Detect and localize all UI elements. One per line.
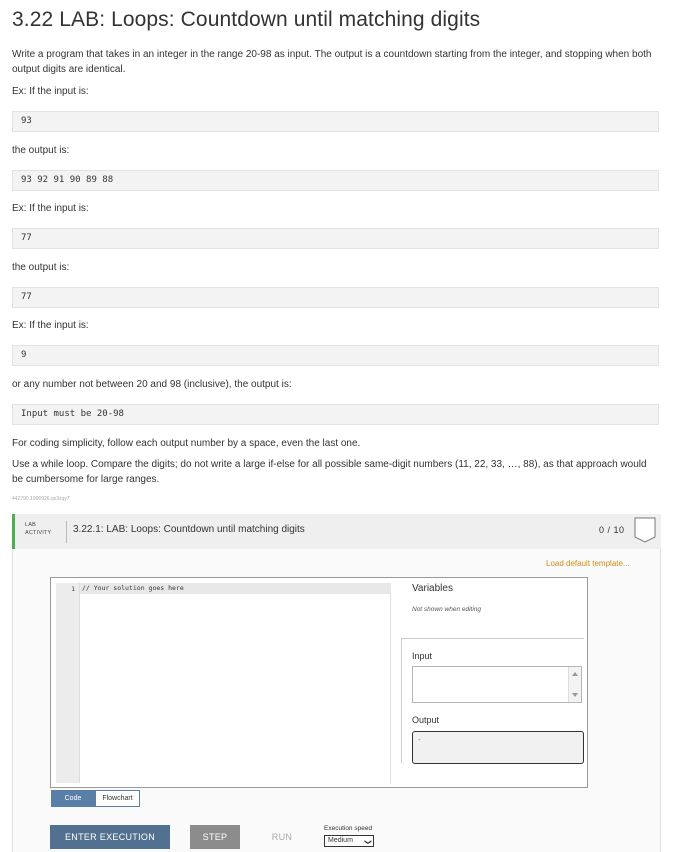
scroll-down-icon[interactable] (572, 693, 578, 697)
example-2-output: 77 (12, 287, 659, 308)
activity-header (12, 514, 661, 549)
example-3-output: Input must be 20-98 (12, 404, 659, 425)
step-button[interactable]: STEP (190, 825, 240, 849)
side-panel (401, 578, 587, 787)
lab-activity-tag: LAB ACTIVITY (25, 522, 52, 536)
execution-speed-select[interactable]: Medium ❯ (324, 835, 374, 847)
variables-hint: Not shown when editing (412, 606, 482, 613)
scroll-up-icon[interactable] (572, 672, 578, 676)
note-spacing: For coding simplicity, follow each output number by a space, even the last one. (12, 438, 361, 449)
problem-id: 442790.1906926.qx3zqy7 (12, 496, 70, 502)
example-2-label: Ex: If the input is: (12, 203, 89, 214)
program-output-box (412, 731, 584, 764)
run-button[interactable]: RUN (271, 832, 293, 842)
example-3-output-label: or any number not between 20 and 98 (inclusive), the output is: (12, 379, 292, 390)
code-editor[interactable] (80, 583, 391, 783)
example-2-input: 77 (12, 228, 659, 249)
panel-divider (401, 638, 584, 639)
example-2-output-label: the output is: (12, 262, 70, 273)
variables-label: Variables (412, 583, 453, 594)
example-1-label: Ex: If the input is: (12, 86, 89, 97)
activity-title: 3.22.1: LAB: Loops: Countdown until matching digits (73, 524, 305, 535)
example-1-input: 93 (12, 111, 659, 132)
load-default-template-link[interactable]: Load default template... (546, 559, 630, 568)
note-while-loop: Use a while loop. Compare the digits; do not write a large if-else for all possible same-digit numbers (11, 22, 33, …, 88), as that approach would be cumbersome for large ranges. (12, 459, 647, 485)
header-divider (66, 521, 67, 543)
input-label: Input (412, 651, 433, 661)
execution-speed-label: Execution speed (324, 825, 373, 832)
input-scrollbar[interactable] (568, 667, 581, 702)
enter-execution-button[interactable]: ENTER EXECUTION (50, 825, 170, 849)
line-gutter (56, 583, 80, 783)
score: 0 / 10 (599, 525, 625, 535)
code-line[interactable]: // Your solution goes here (80, 583, 391, 594)
example-1-output: 93 92 91 90 89 88 (12, 170, 659, 191)
completion-badge-icon (634, 517, 656, 543)
page-title: 3.22 LAB: Loops: Countdown until matching digits (12, 8, 481, 31)
output-label: Output (412, 715, 440, 725)
example-3-label: Ex: If the input is: (12, 320, 89, 331)
output-value: - (418, 735, 421, 744)
example-3-input: 9 (12, 345, 659, 366)
intro-text: Write a program that takes in an integer in the range 20-98 as input. The output is a countdown starting from the integer, and stopping when both output digits are identical. (12, 49, 652, 75)
tab-flowchart[interactable]: Flowchart (95, 790, 140, 807)
program-input-field[interactable] (412, 666, 582, 703)
tab-code[interactable]: Code (51, 790, 95, 807)
chevron-down-icon: ❯ (364, 839, 372, 845)
example-1-output-label: the output is: (12, 145, 70, 156)
panel-vertical-divider (401, 638, 402, 763)
line-number: 1 (71, 585, 75, 593)
code-editor-panel (50, 577, 588, 788)
